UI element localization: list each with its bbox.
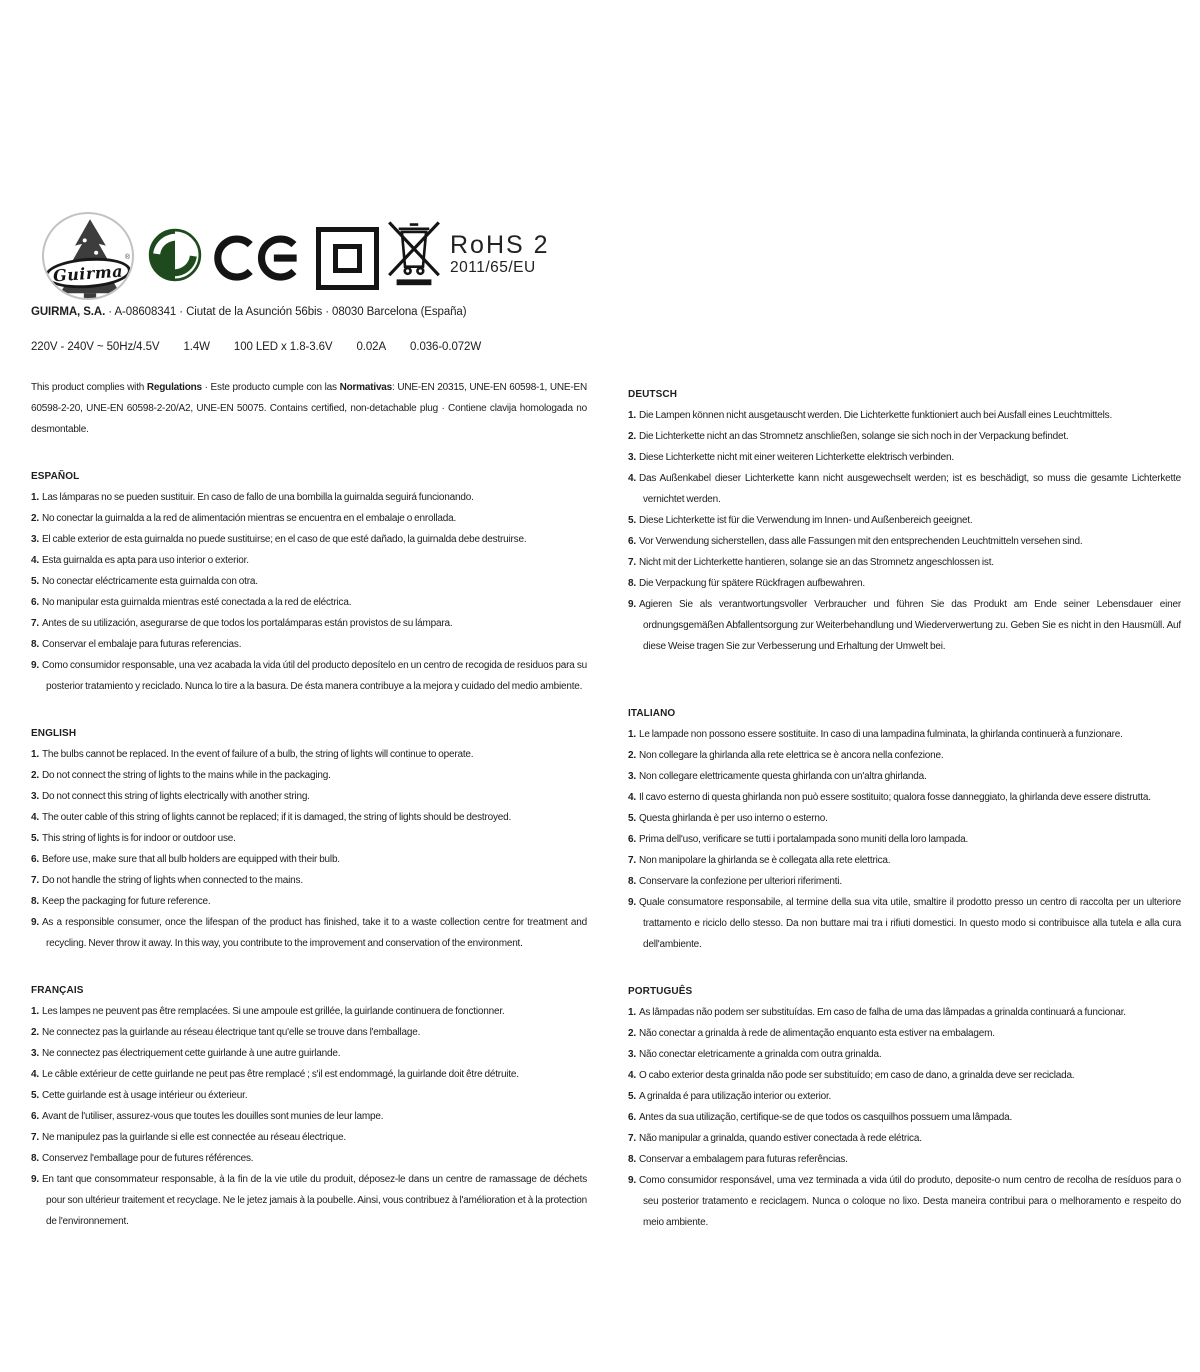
instruction-item: [31, 744, 587, 765]
item-text: Conservare la confezione per ulteriori riferimenti.: [638, 876, 842, 887]
instruction-item: [31, 891, 587, 912]
instruction-item: [31, 1148, 587, 1169]
item-number: 7.: [31, 875, 39, 886]
item-number: 9.: [628, 897, 636, 908]
item-text: Non manipolare la ghirlanda se è collegata alla rete elettrica.: [638, 855, 891, 866]
item-text: Diese Lichterkette nicht mit einer weiteren Lichterkette elektrisch verbinden.: [638, 452, 954, 463]
item-text: Las lámparas no se pueden sustituir. En caso de fallo de una bombilla la guirnalda seguirá funcionando.: [41, 492, 474, 503]
item-number: 5.: [31, 833, 39, 844]
item-text: Antes da sua utilização, certifique-se de que todos os casquilhos possuem uma lâmpada.: [638, 1112, 1013, 1123]
instruction-item: [31, 828, 587, 849]
instruction-list: [31, 1001, 587, 1232]
item-text: Esta guirnalda es apta para uso interior o exterior.: [41, 555, 249, 566]
instruction-item: [628, 850, 1181, 871]
certification-logo-row: [42, 210, 762, 310]
instruction-item: [31, 487, 587, 508]
item-number: 4.: [628, 792, 636, 803]
item-number: 5.: [31, 576, 39, 587]
item-text: Conservez l'emballage pour de futures références.: [41, 1153, 254, 1164]
item-number: 8.: [31, 1153, 39, 1164]
item-text: Die Lampen können nicht ausgetauscht werden. Die Lichterkette funktioniert auch bei Ausfall eines Leuchtmittels.: [638, 410, 1113, 421]
item-text: Nicht mit der Lichterkette hantieren, solange sie an das Stromnetz angeschlossen ist.: [638, 557, 994, 568]
instruction-item: [628, 426, 1181, 447]
item-number: 9.: [31, 917, 39, 928]
item-text: Do not connect this string of lights electrically with another string.: [41, 791, 310, 802]
instruction-item: [628, 1044, 1181, 1065]
weee-bin-icon: [385, 218, 443, 287]
instruction-item: [31, 1169, 587, 1232]
spec-value: 0.02A: [356, 341, 387, 353]
class-ii-insulation-icon: [316, 227, 379, 290]
section-portugues: [628, 981, 1181, 1233]
item-number: 6.: [628, 536, 636, 547]
compliance-text: · Este producto cumple con las: [201, 382, 340, 393]
item-text: No conectar eléctricamente esta guirnalda con otra.: [41, 576, 258, 587]
instruction-item: [31, 592, 587, 613]
instruction-item: [628, 745, 1181, 766]
compliance-bold: Normativas: [339, 382, 393, 393]
instruction-item: [31, 508, 587, 529]
instruction-item: [628, 808, 1181, 829]
section-francais: [31, 980, 587, 1232]
item-text: No conectar la guirnalda a la red de alimentación mientras se encuentra en el embalaje o enrollada.: [41, 513, 457, 524]
item-number: 3.: [628, 452, 636, 463]
item-number: 9.: [628, 1175, 636, 1186]
item-text: Ne manipulez pas la guirlande si elle est connectée au réseau électrique.: [41, 1132, 346, 1143]
instruction-item: [628, 510, 1181, 531]
instruction-item: [31, 613, 587, 634]
company-address: · A-08608341 · Ciutat de la Asunción 56bis · 08030 Barcelona (España): [105, 306, 467, 318]
item-number: 1.: [628, 1007, 636, 1018]
instruction-item: [628, 1149, 1181, 1170]
instruction-item: [628, 1086, 1181, 1107]
compliance-bold: Regulations: [146, 382, 202, 393]
item-number: 7.: [31, 1132, 39, 1143]
instruction-item: [628, 594, 1181, 657]
item-text: Quale consumatore responsabile, al termine della sua vita utile, smaltire il prodotto presso un centro di raccolta per un ulteriore trattamento e riciclo dello stesso. Da non buttare mai tra i rifiuti domestici. In questo modo si contribuisce alla tutela e alla cura dell'ambiente.: [638, 897, 1181, 950]
item-text: Questa ghirlanda è per uso interno o esterno.: [638, 813, 828, 824]
instruction-item: [628, 1107, 1181, 1128]
item-text: The outer cable of this string of lights cannot be replaced; if it is damaged, the string of lights should be destroyed.: [41, 812, 512, 823]
instruction-item: [628, 724, 1181, 745]
instruction-item: [31, 1022, 587, 1043]
item-text: Das Außenkabel dieser Lichterkette kann nicht ausgewechselt werden; ist es beschädigt, so muss die gesamte Lichterkette vernichtet werden.: [638, 473, 1181, 505]
item-text: Conservar el embalaje para futuras referencias.: [41, 639, 242, 650]
instruction-item: [628, 787, 1181, 808]
instruction-item: [628, 1065, 1181, 1086]
item-number: 3.: [628, 1049, 636, 1060]
rohs-title: RoHS 2: [450, 231, 550, 259]
item-text: Antes de su utilización, asegurarse de que todos los portalámparas están provistos de su lámpara.: [41, 618, 453, 629]
rohs-directive: 2011/65/EU: [450, 259, 536, 276]
company-line: [31, 306, 466, 318]
item-number: 2.: [31, 1027, 39, 1038]
registered-mark: ®: [124, 254, 130, 261]
instruction-item: [31, 786, 587, 807]
item-text: Como consumidor responsável, uma vez terminada a vida útil do produto, deposite-o num centro de recolha de resíduos para o seu posterior tratamento e reciclagem. Nunca o coloque no lixo. Desta maneira contribui para o melhoramento e respeito do meio ambiente.: [638, 1175, 1181, 1228]
item-text: Ne connectez pas électriquement cette guirlande à une autre guirlande.: [41, 1048, 341, 1059]
instruction-item: [628, 871, 1181, 892]
company-name: GUIRMA, S.A.: [31, 306, 106, 318]
ce-mark-icon: [214, 225, 309, 291]
item-number: 8.: [628, 1154, 636, 1165]
item-number: 9.: [31, 660, 39, 671]
instruction-item: [31, 1127, 587, 1148]
section-title: ESPAÑOL: [31, 471, 80, 482]
instruction-item: [31, 765, 587, 786]
item-number: 8.: [628, 876, 636, 887]
instruction-item: [628, 766, 1181, 787]
item-text: Não conectar eletricamente a grinalda com outra grinalda.: [638, 1049, 882, 1060]
item-number: 7.: [628, 1133, 636, 1144]
item-text: Il cavo esterno di questa ghirlanda non può essere sostituito; qualora fosse danneggiato, la ghirlanda deve essere distrutta.: [638, 792, 1151, 803]
item-number: 1.: [628, 729, 636, 740]
item-number: 4.: [31, 812, 39, 823]
specs-line: [31, 341, 505, 353]
instruction-list: [628, 1002, 1181, 1233]
instruction-item: [628, 1128, 1181, 1149]
item-number: 2.: [628, 750, 636, 761]
instruction-list: [31, 487, 587, 697]
instruction-item: [628, 1023, 1181, 1044]
item-number: 8.: [628, 578, 636, 589]
item-number: 7.: [628, 855, 636, 866]
spec-value: 220V - 240V ~ 50Hz/4.5V: [31, 341, 160, 353]
instruction-item: [31, 529, 587, 550]
left-column: [31, 377, 587, 1232]
rohs-label: [450, 232, 550, 278]
item-text: Não conectar a grinalda à rede de alimentação enquanto esta estiver na embalagem.: [638, 1028, 995, 1039]
instruction-item: [628, 552, 1181, 573]
instruction-item: [628, 447, 1181, 468]
item-number: 5.: [628, 1091, 636, 1102]
item-text: As lâmpadas não podem ser substituídas. Em caso de falha de uma das lâmpadas a grinalda continuará a funcionar.: [638, 1007, 1126, 1018]
item-number: 5.: [628, 515, 636, 526]
instruction-item: [31, 807, 587, 828]
instruction-item: [628, 1170, 1181, 1233]
item-number: 4.: [628, 1070, 636, 1081]
guirma-brand-logo: [42, 212, 134, 300]
instruction-item: [628, 829, 1181, 850]
instruction-list: [628, 724, 1181, 955]
item-text: O cabo exterior desta grinalda não pode ser substituído; em caso de dano, a grinalda deve ser reciclada.: [638, 1070, 1075, 1081]
section-espanol: [31, 466, 587, 697]
item-number: 9.: [628, 599, 636, 610]
item-text: Non collegare elettricamente questa ghirlanda con un'altra ghirlanda.: [638, 771, 927, 782]
item-number: 4.: [31, 1069, 39, 1080]
item-number: 5.: [31, 1090, 39, 1101]
green-dot-recycle-icon: [148, 228, 202, 282]
item-text: Prima dell'uso, verificare se tutti i portalampada sono muniti della loro lampada.: [638, 834, 969, 845]
item-text: Le câble extérieur de cette guirlande ne peut pas être remplacé ; s'il est endommagé, la guirlande doit être détruite.: [41, 1069, 519, 1080]
item-text: Diese Lichterkette ist für die Verwendung im Innen- und Außenbereich geeignet.: [638, 515, 973, 526]
instruction-item: [628, 468, 1181, 510]
instruction-item: [31, 1001, 587, 1022]
item-text: Before use, make sure that all bulb holders are equipped with their bulb.: [41, 854, 340, 865]
item-number: 6.: [31, 1111, 39, 1122]
item-number: 1.: [628, 410, 636, 421]
item-text: No manipular esta guirnalda mientras esté conectada a la red de eléctrica.: [41, 597, 352, 608]
item-text: As a responsible consumer, once the lifespan of the product has finished, take it to a waste collection centre for treatment and recycling. Never throw it away. In this way, you contribute to the improvement and conservation of the environment.: [41, 917, 587, 949]
section-title: FRANÇAIS: [31, 985, 84, 996]
compliance-text: This product complies with: [31, 382, 147, 393]
instruction-item: [31, 1106, 587, 1127]
item-number: 5.: [628, 813, 636, 824]
item-text: Agieren Sie als verantwortungsvoller Verbraucher und führen Sie das Produkt am Ende seiner Lebensdauer einer ordnungsgemäßen Abfallentsorgung zur Weiterbehandlung und Wiederverwertung zu. Geben Sie es nicht in den Hausmüll. Auf diese Weise tragen Sie zur Verbesserung und Erhaltung der Umwelt bei.: [638, 599, 1181, 652]
section-title: DEUTSCH: [628, 389, 678, 400]
instruction-item: [31, 1043, 587, 1064]
instruction-list: [31, 744, 587, 954]
guirma-wordmark: Guirma: [52, 261, 124, 285]
item-text: Avant de l'utiliser, assurez-vous que toutes les douilles sont munies de leur lampe.: [41, 1111, 384, 1122]
item-number: 9.: [31, 1174, 39, 1185]
item-number: 4.: [31, 555, 39, 566]
item-number: 6.: [31, 597, 39, 608]
item-number: 6.: [628, 1112, 636, 1123]
spec-value: 100 LED x 1.8-3.6V: [233, 341, 333, 353]
item-number: 1.: [31, 492, 39, 503]
item-number: 1.: [31, 749, 39, 760]
item-text: Cette guirlande est à usage intérieur ou éxterieur.: [41, 1090, 248, 1101]
section-italiano: [628, 703, 1181, 955]
item-number: 8.: [31, 639, 39, 650]
item-number: 8.: [31, 896, 39, 907]
item-number: 4.: [628, 473, 636, 484]
item-text: Le lampade non possono essere sostituite. In caso di una lampadina fulminata, la ghirlanda continuerà a funzionare.: [638, 729, 1123, 740]
item-number: 2.: [628, 1028, 636, 1039]
instruction-item: [31, 655, 587, 697]
section-title: ENGLISH: [31, 728, 77, 739]
item-text: Do not connect the string of lights to the mains while in the packaging.: [41, 770, 331, 781]
item-number: 2.: [628, 431, 636, 442]
item-number: 3.: [628, 771, 636, 782]
item-text: El cable exterior de esta guirnalda no puede sustituirse; en el caso de que esté dañado, la guirnalda debe destruirse.: [41, 534, 527, 545]
section-english: [31, 723, 587, 954]
item-text: Ne connectez pas la guirlande au réseau électrique tant qu'elle se trouve dans l'emballage.: [41, 1027, 421, 1038]
class-ii-inner-square: [333, 244, 362, 273]
spec-value: 0.036-0.072W: [410, 341, 482, 353]
instruction-item: [628, 531, 1181, 552]
instruction-item: [628, 892, 1181, 955]
item-text: Vor Verwendung sicherstellen, dass alle Fassungen mit den entsprechenden Leuchtmitteln versehen sind.: [638, 536, 1083, 547]
instruction-item: [31, 634, 587, 655]
compliance-text: : UNE-EN 20315, UNE-EN 60598-1, UNE-EN 60598-2-20, UNE-EN 60598-2-20/A2, UNE-EN 50075. Contains certified, non-detachable plug · Contiene clavija homologada no desmontable.: [31, 382, 588, 435]
item-number: 6.: [628, 834, 636, 845]
instruction-item: [31, 912, 587, 954]
item-number: 7.: [31, 618, 39, 629]
instruction-item: [31, 1064, 587, 1085]
item-number: 3.: [31, 791, 39, 802]
instruction-item: [628, 573, 1181, 594]
section-title: PORTUGUÊS: [628, 986, 693, 997]
instruction-item: [31, 550, 587, 571]
item-number: 3.: [31, 1048, 39, 1059]
compliance-paragraph: [31, 377, 587, 440]
instruction-item: [628, 1002, 1181, 1023]
section-deutsch: [628, 384, 1181, 657]
section-title: ITALIANO: [628, 708, 676, 719]
item-text: Como consumidor responsable, una vez acabada la vida útil del producto deposítelo en un centro de recogida de residuos para su posterior tratamiento y reciclado. Nunca lo tire a la basura. De ésta manera contribuye a la mejora y cuidado del medio ambiente.: [41, 660, 587, 692]
item-number: 2.: [31, 513, 39, 524]
instruction-item: [31, 870, 587, 891]
item-number: 3.: [31, 534, 39, 545]
instruction-list: [628, 405, 1181, 657]
instruction-item: [628, 405, 1181, 426]
item-number: 7.: [628, 557, 636, 568]
instruction-item: [31, 1085, 587, 1106]
instruction-item: [31, 571, 587, 592]
item-number: 2.: [31, 770, 39, 781]
item-number: 1.: [31, 1006, 39, 1017]
spec-value: 1.4W: [183, 341, 210, 353]
item-text: A grinalda é para utilização interior ou exterior.: [638, 1091, 832, 1102]
item-text: Les lampes ne peuvent pas être remplacées. Si une ampoule est grillée, la guirlande continuera de fonctionner.: [41, 1006, 505, 1017]
item-text: This string of lights is for indoor or outdoor use.: [41, 833, 236, 844]
item-text: Die Verpackung für spätere Rückfragen aufbewahren.: [638, 578, 865, 589]
item-text: En tant que consommateur responsable, à la fin de la vie utile du produit, déposez-le dans un centre de ramassage de déchets pour son ultérieur traitement et recyclage. Ne le jetez jamais à la poubelle. Ainsi, vous contribuez à l'amélioration et à la protection de l'environnement.: [41, 1174, 587, 1227]
item-text: Conservar a embalagem para futuras referências.: [638, 1154, 848, 1165]
instruction-item: [31, 849, 587, 870]
item-text: Não manipular a grinalda, quando estiver conectada à rede elétrica.: [638, 1133, 922, 1144]
item-text: Do not handle the string of lights when connected to the mains.: [41, 875, 303, 886]
item-text: The bulbs cannot be replaced. In the event of failure of a bulb, the string of lights will continue to operate.: [41, 749, 474, 760]
item-text: Die Lichterkette nicht an das Stromnetz anschließen, solange sie sich noch in der Verpackung befindet.: [638, 431, 1069, 442]
right-column: [628, 384, 1181, 1233]
item-text: Non collegare la ghirlanda alla rete elettrica se è ancora nella confezione.: [638, 750, 944, 761]
item-text: Keep the packaging for future reference.: [41, 896, 211, 907]
item-number: 6.: [31, 854, 39, 865]
